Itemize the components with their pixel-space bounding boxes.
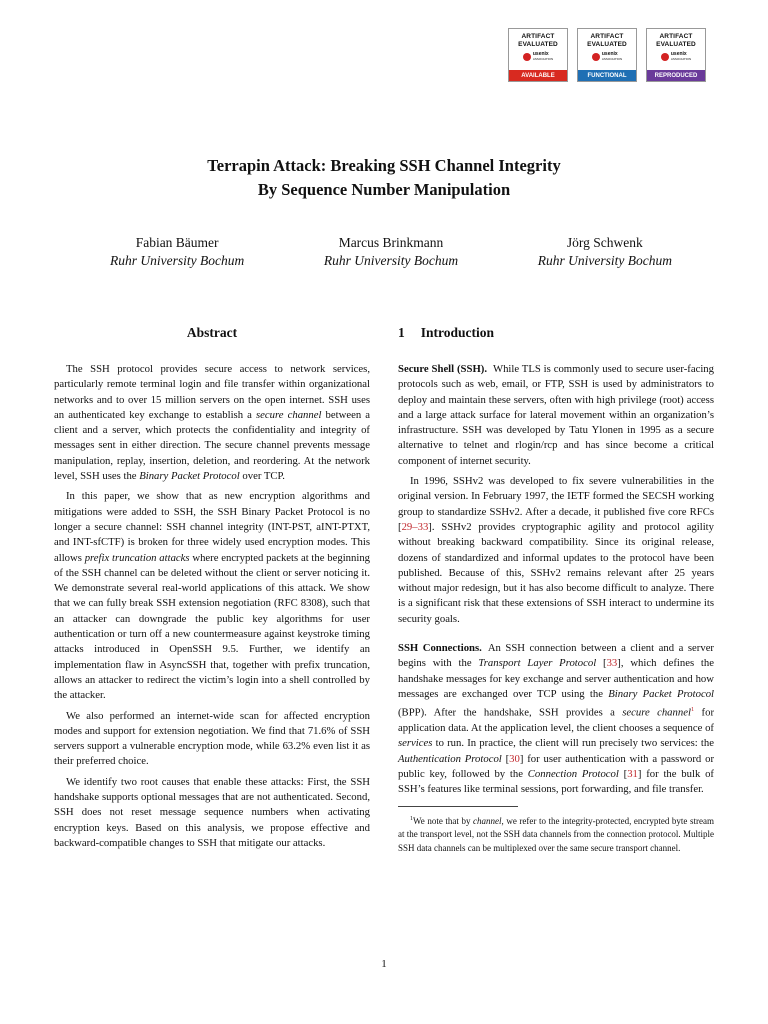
badge-org-sub: ASSOCIATION xyxy=(670,57,692,61)
artifact-badges xyxy=(508,28,706,82)
badge-org: usenix xyxy=(532,51,549,57)
intro-paragraph: In 1996, SSHv2 was developed to fix severe vulnerabilities in the original version. In February 1997, the IETF formed the SECSH working group to standardize SSHv2. After a decade, it published five core RFCs [29–33]. SSHv2 provides cryptographic agility and protocol agility without breaking backward compatibility. Since its original release, dozens of standardized and informal updates to the protocol have been published. Because of this, SSHv2 remains relevant after 25 years without major redesign, but it has also become difficult to analyze. There is a significant risk that these extensions of SSH interact to undermine its security goals. xyxy=(398,475,714,625)
intro-paragraph: SSH Connections. An SSH connection between a client and a server begins with the Transport Layer Protocol [33], which defines the handshake messages for key exchange and server authentication and how messages are exchanged over TCP using the Binary Packet Protocol (BPP). After the handshake, SSH provides a secure channel$^1$ for application data. At the application level, the client chooses a sequence of services to run. In practice, the client will run precisely two services: the Authentication Protocol [30] for user authentication with a password or public key, followed by the Connection Protocol [31] for the bulk of SSH’s features like terminal sessions, port forwarding, and file transfer. xyxy=(398,642,715,796)
abstract-column xyxy=(54,322,370,856)
badge-functional xyxy=(577,28,637,82)
badge-org-sub: ASSOCIATION xyxy=(532,57,554,61)
abstract-paragraph: We also performed an internet-wide scan for affected encryption modes and support for extension negotiation. We find that 71.6% of SSH servers support a vulnerable encryption mode, while 63.2% even list it as their preferred choice. xyxy=(54,709,370,768)
section-number: 1 xyxy=(398,325,405,340)
abstract-paragraph: In this paper, we show that as new encryption algorithms and mitigations were added to SSH, the SSH Binary Packet Protocol is no longer a secure channel: SSH channel integrity (INT-PST, aINT-PTXT, and INT-sfCTF) is broken for three widely used encryption modes. This allows prefix truncation attacks where encrypted packets at the beginning of the SSH channel can be deleted without the client or server noticing it. We demonstrate several real-world applications of this attack. We show that we can fully break SSH extension negotiation (RFC 8308), such that an attacker can downgrade the public key algorithms for user authentication or turn off a new countermeasure against keystroke timing attacks introduced in OpenSSH 9.5. Further, we identify an implementation flaw in AsyncSSH that, together with prefix truncation, allows an attacker to redirect the victim’s login into a shell controlled by the attacker. xyxy=(54,490,371,702)
author-affiliation: Ruhr University Bochum xyxy=(110,253,245,268)
badge-status: AVAILABLE xyxy=(509,70,567,81)
usenix-logo xyxy=(592,51,622,63)
badge-org: usenix xyxy=(670,51,687,57)
run-in-heading: SSH Connections. xyxy=(398,642,482,655)
footnote-marker[interactable]: 1 xyxy=(690,706,695,714)
run-in-heading: Secure Shell (SSH). xyxy=(398,363,487,375)
author-list xyxy=(110,234,672,270)
badge-line2: EVALUATED xyxy=(656,40,696,48)
abstract-paragraph: We identify two root causes that enable these attacks: First, the SSH handshake supports optional messages that are not authenticated. Second, SSH does not reset message sequence numbers when activating encryption keys. Based on this analysis, we propose effective and backward-compatible changes to SSH that mitigate our attacks. xyxy=(54,775,370,849)
introduction-column xyxy=(398,322,714,855)
badge-line1: ARTIFACT xyxy=(590,33,624,40)
author-affiliation: Ruhr University Bochum xyxy=(323,253,459,268)
author-name: Fabian Bäumer xyxy=(135,235,219,250)
footnote-rule xyxy=(398,806,518,813)
usenix-logo xyxy=(523,51,553,63)
author-name: Marcus Brinkmann xyxy=(338,235,444,250)
abstract-paragraph: The SSH protocol provides secure access to network services, particularly remote terminal login and file transfer within organizational networks and to over 15 million servers on the open internet. SSH uses an authenticated key exchange to establish a secure channel between a client and a server, which protects the confidentiality and integrity of messages sent in either direction. The secure channel prevents message manipulation, replay, insertion, deletion, and reordering. At the network level, SSH uses the Binary Packet Protocol over TCP. xyxy=(54,363,371,483)
citation-link[interactable]: 33 xyxy=(606,657,618,670)
badge-line1: ARTIFACT xyxy=(659,33,693,40)
page-number: 1 xyxy=(381,958,387,970)
title-line-1: Terrapin Attack: Breaking SSH Channel Integrity xyxy=(207,156,561,175)
badge-status: REPRODUCED xyxy=(647,70,705,81)
section-heading xyxy=(398,322,714,344)
badge-line1: ARTIFACT xyxy=(521,33,555,40)
badge-org: usenix xyxy=(601,51,618,57)
usenix-swirl-icon xyxy=(661,53,669,61)
citation-link[interactable]: 31 xyxy=(627,767,638,780)
intro-paragraph: Secure Shell (SSH). While TLS is commonly used to secure user-facing protocols such as web, email, or FTP, SSH is used by administrators to deploy and maintain these servers, often with high privilege (root) access and a large attack surface for lateral movement within an organization’s infrastructure. SSH was developed by Tatu Ylonen in 1995 as a secure alternative to telnet and rlogin/rcp and has since become a critical component of internet security. xyxy=(398,363,714,467)
title-line-2: By Sequence Number Manipulation xyxy=(257,180,511,199)
usenix-swirl-icon xyxy=(592,53,600,61)
badge-org-sub: ASSOCIATION xyxy=(601,57,623,61)
citation-link[interactable]: 30 xyxy=(509,752,520,765)
badge-line2: EVALUATED xyxy=(518,40,558,48)
abstract-heading: Abstract xyxy=(186,325,238,340)
badge-available xyxy=(508,28,568,82)
usenix-logo xyxy=(661,51,691,63)
citation-link[interactable]: 29–33 xyxy=(401,520,429,533)
usenix-swirl-icon xyxy=(523,53,531,61)
badge-reproduced xyxy=(646,28,706,82)
paper-title xyxy=(0,154,768,202)
footnote: $^1$We note that by channel, we refer to the integrity-protected, encrypted byte stream at the transport level, not the SSH data channels from the connection protocol. Multiple SSH data channels can be multiplexed over the same secure transport channel. xyxy=(398,815,714,853)
badge-line2: EVALUATED xyxy=(587,40,627,48)
author-name: Jörg Schwenk xyxy=(566,235,643,250)
author xyxy=(110,234,244,270)
section-title: Introduction xyxy=(420,325,495,340)
footnote-number: 1 xyxy=(410,815,413,822)
author xyxy=(324,234,458,270)
author-affiliation: Ruhr University Bochum xyxy=(537,253,672,268)
author xyxy=(538,234,672,270)
badge-status: FUNCTIONAL xyxy=(578,70,636,81)
